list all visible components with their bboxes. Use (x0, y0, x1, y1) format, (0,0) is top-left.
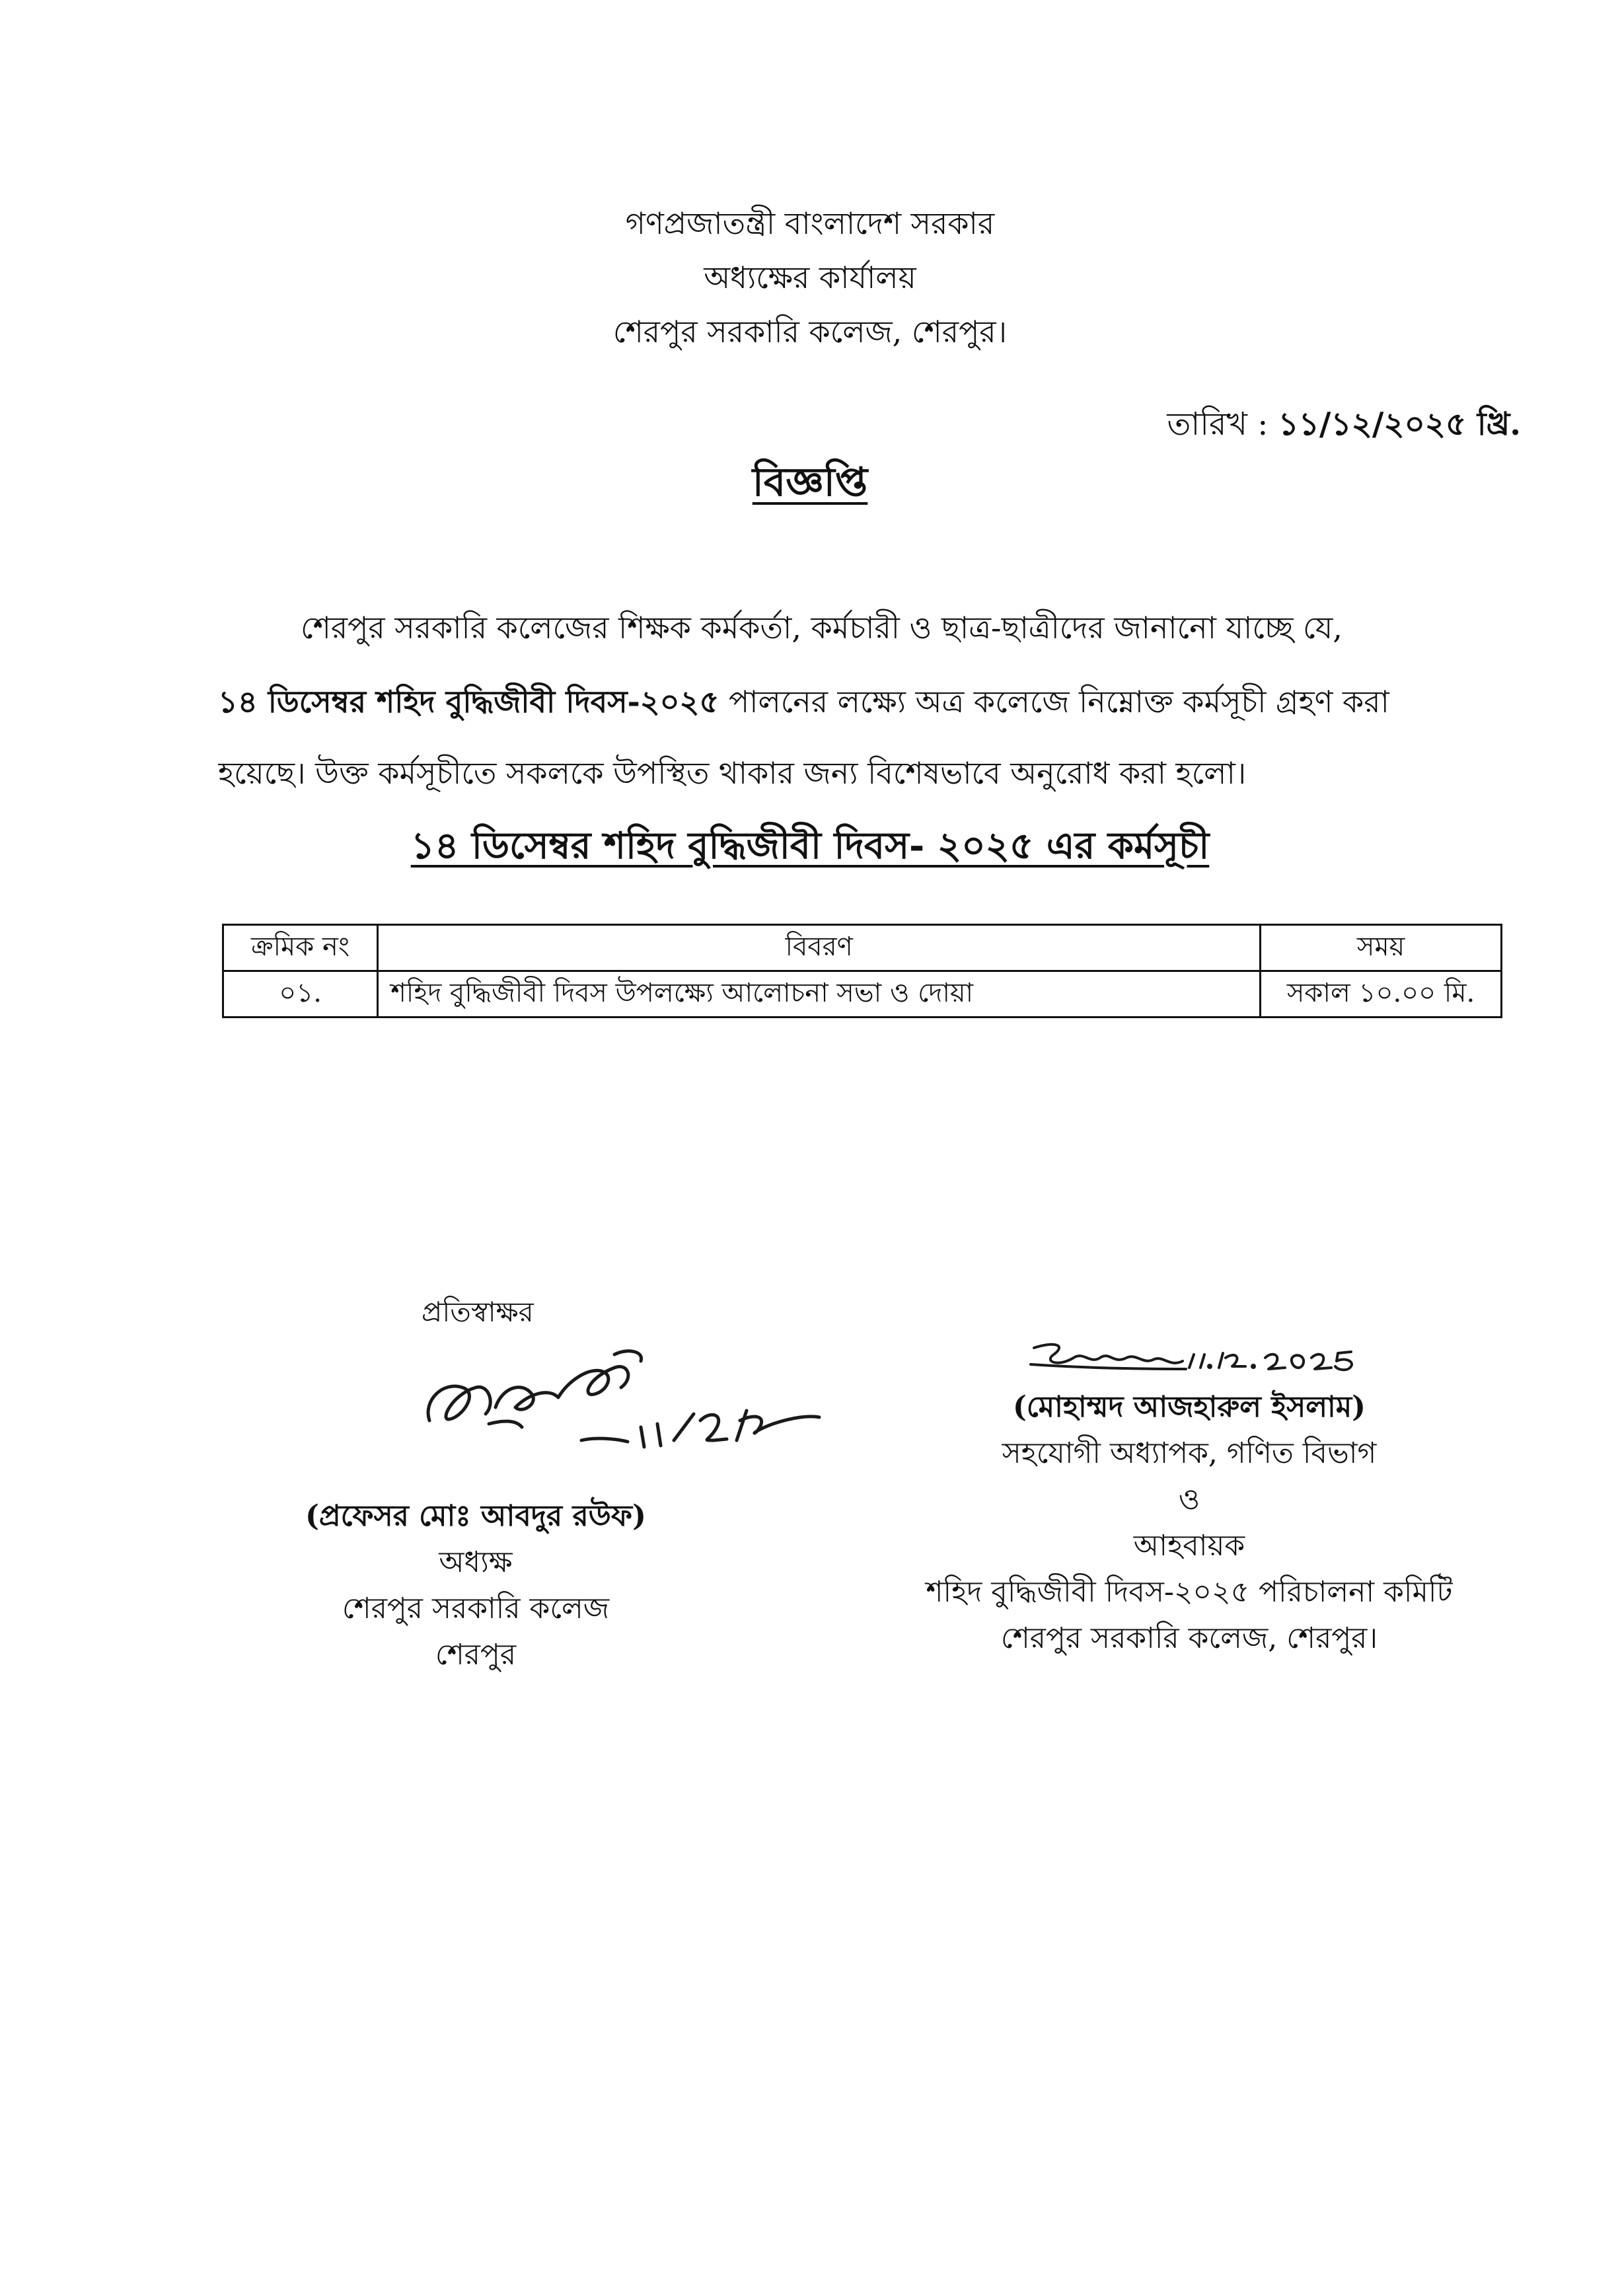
notice-title-text: বিজ্ঞপ্তি (752, 459, 868, 505)
right-signatory-conj: ও (1178, 1483, 1200, 1516)
right-signatory-committee: শহিদ বুদ্ধিজীবী দিবস-২০২৫ পরিচালনা কমিটি (926, 1575, 1453, 1609)
body-line-2 (218, 682, 1529, 722)
issue-date (1167, 404, 1521, 444)
table-row (223, 971, 1502, 1018)
left-signatory-place: শেরপুর (435, 1638, 517, 1672)
header-government: গণপ্রজাতন্ত্রী বাংলাদেশ সরকার (625, 205, 995, 241)
left-signatory-block (251, 1493, 700, 1678)
left-signatory-title: অধ্যক্ষ (439, 1545, 513, 1579)
header-description: বিবরণ (378, 925, 1261, 971)
left-signature-image (416, 1341, 826, 1480)
header-college: শেরপুর সরকারি কলেজ, শেরপুর। (612, 314, 1008, 350)
right-signatory-title: সহযোগী অধ্যাপক, গণিত বিভাগ (1002, 1436, 1377, 1470)
body-line-2-bold: ১৪ ডিসেম্বর শহিদ বুদ্ধিজীবী দিবস-২০২৫ (218, 684, 719, 720)
program-title (0, 819, 1620, 872)
header-office: অধ্যক্ষের কার্যালয় (704, 260, 916, 295)
body-line-3: হয়েছে। উক্ত কর্মসূচীতে সকলকে উপস্থিত থাকার জন্য বিশেষভাবে অনুরোধ করা হলো। (218, 755, 1247, 791)
right-signatory-role: আহবায়ক (1133, 1529, 1245, 1563)
date-label: তারিখ : (1167, 406, 1269, 443)
date-value: ১১/১২/২০২৫ খ্রি. (1278, 406, 1521, 443)
program-title-text: ১৪ ডিসেম্বর শহিদ বুদ্ধিজীবী দিবস- ২০২৫ এর কর্মসূচী (410, 824, 1210, 868)
cell-description: শহিদ বুদ্ধিজীবী দিবস উপলক্ষ্যে আলোচনা সভা ও দোয়া (378, 971, 1261, 1018)
cell-time: সকাল ১০.০০ মি. (1261, 971, 1502, 1018)
right-signatory-name: (মোহাম্মদ আজহারুল ইসলাম) (1012, 1390, 1366, 1424)
right-signatory-block (859, 1384, 1520, 1662)
schedule-table (222, 924, 1502, 1018)
notice-title (0, 456, 1620, 509)
left-signatory-name: (প্রফেসর মোঃ আবদুর রউফ) (305, 1499, 646, 1533)
header-time: সময় (1261, 925, 1502, 971)
left-signatory-org: শেরপুর সরকারি কলেজ (342, 1592, 610, 1625)
countersign-label: প্রতিস্বাক্ষর (422, 1296, 534, 1328)
header-serial: ক্রমিক নং (223, 925, 378, 971)
table-header-row (223, 925, 1502, 971)
cell-serial: ০১. (223, 971, 378, 1018)
right-signatory-org: শেরপুর সরকারি কলেজ, শেরপুর। (1000, 1621, 1378, 1655)
body-line-2-rest: পালনের লক্ষ্যে অত্র কলেজে নিম্নোক্ত কর্মসূচী গ্রহণ করা (719, 684, 1389, 720)
body-line-1: শেরপুর সরকারি কলেজের শিক্ষক কর্মকর্তা, কর্মচারী ও ছাত্র-ছাত্রীদের জানানো যাচ্ছে যে, (301, 610, 1343, 646)
